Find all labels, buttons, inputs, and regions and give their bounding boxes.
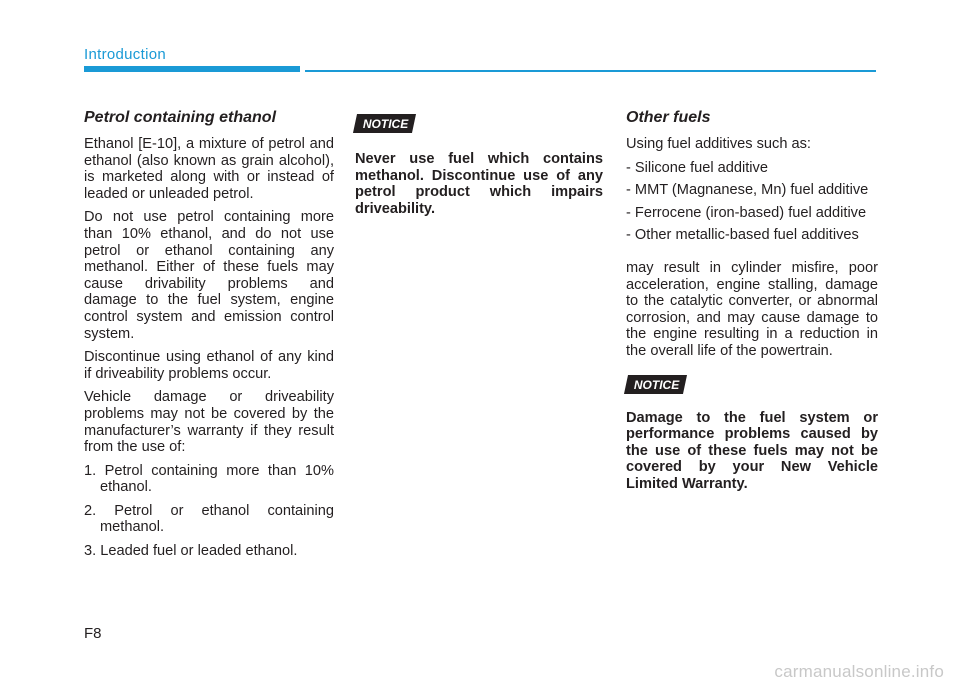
- header-rule: [305, 70, 876, 72]
- notice-text: Never use fuel which contains methanol. Discontinue use of any petrol product which impairs driveability.: [355, 151, 603, 217]
- list-item: - Ferrocene (iron-based) fuel additive: [626, 204, 867, 221]
- petrol-ethanol-heading: Petrol containing ethanol: [84, 109, 277, 126]
- other-fuels-heading: Other fuels: [626, 109, 711, 126]
- list-item: - MMT (Magnanese, Mn) fuel additive: [626, 182, 869, 199]
- list-item: - Other metallic-based fuel additives: [626, 227, 859, 244]
- additives-list: [626, 160, 878, 244]
- header-accent-bar: [84, 66, 300, 72]
- paragraph: Discontinue using ethanol of any kind if driveability problems occur.: [84, 349, 334, 382]
- list-item: 1. Petrol containing more than 10% ethanol.: [84, 462, 334, 496]
- page-number: F8: [84, 625, 102, 642]
- list-item: 2. Petrol or ethanol containing methanol.: [84, 502, 334, 536]
- notice-label: NOTICE: [362, 117, 409, 131]
- paragraph: Do not use petrol containing more than 10% ethanol, and do not use petrol or ethanol containing any methanol. Either of these fuels may cause drivability problems and damage to the fuel system, engine control system and emission control system.: [84, 209, 334, 342]
- warranty-exclusion-list: [84, 463, 334, 560]
- middle-column: [355, 108, 603, 224]
- list-item: - Silicone fuel additive: [626, 159, 768, 176]
- notice-badge: [624, 375, 687, 394]
- section-title: Introduction: [84, 46, 166, 63]
- paragraph: Ethanol [E-10], a mixture of petrol and ethanol (also known as grain alcohol), is marketed along with or instead of leaded or unleaded petrol.: [84, 136, 334, 202]
- paragraph: Vehicle damage or driveability problems may not be covered by the manufacturer’s warranty if they result from the use of:: [84, 389, 334, 456]
- notice-text: Damage to the fuel system or performance problems caused by the use of these fuels may not be covered by your New Vehicle Limited Warranty.: [626, 409, 878, 492]
- notice-label: NOTICE: [633, 377, 680, 392]
- left-column: [84, 108, 334, 567]
- notice-badge: [353, 114, 416, 133]
- consequence-text: may result in cylinder misfire, poor acceleration, engine stalling, damage to the catalytic converter, or abnormal corrosion, and may cause damage to the engine resulting in a reduction in the overall life of the powertrain.: [626, 259, 878, 359]
- additives-intro: Using fuel additives such as:: [626, 136, 811, 152]
- list-item: 3. Leaded fuel or leaded ethanol.: [84, 543, 298, 560]
- watermark: carmanualsonline.info: [774, 662, 944, 681]
- right-column: [626, 108, 878, 500]
